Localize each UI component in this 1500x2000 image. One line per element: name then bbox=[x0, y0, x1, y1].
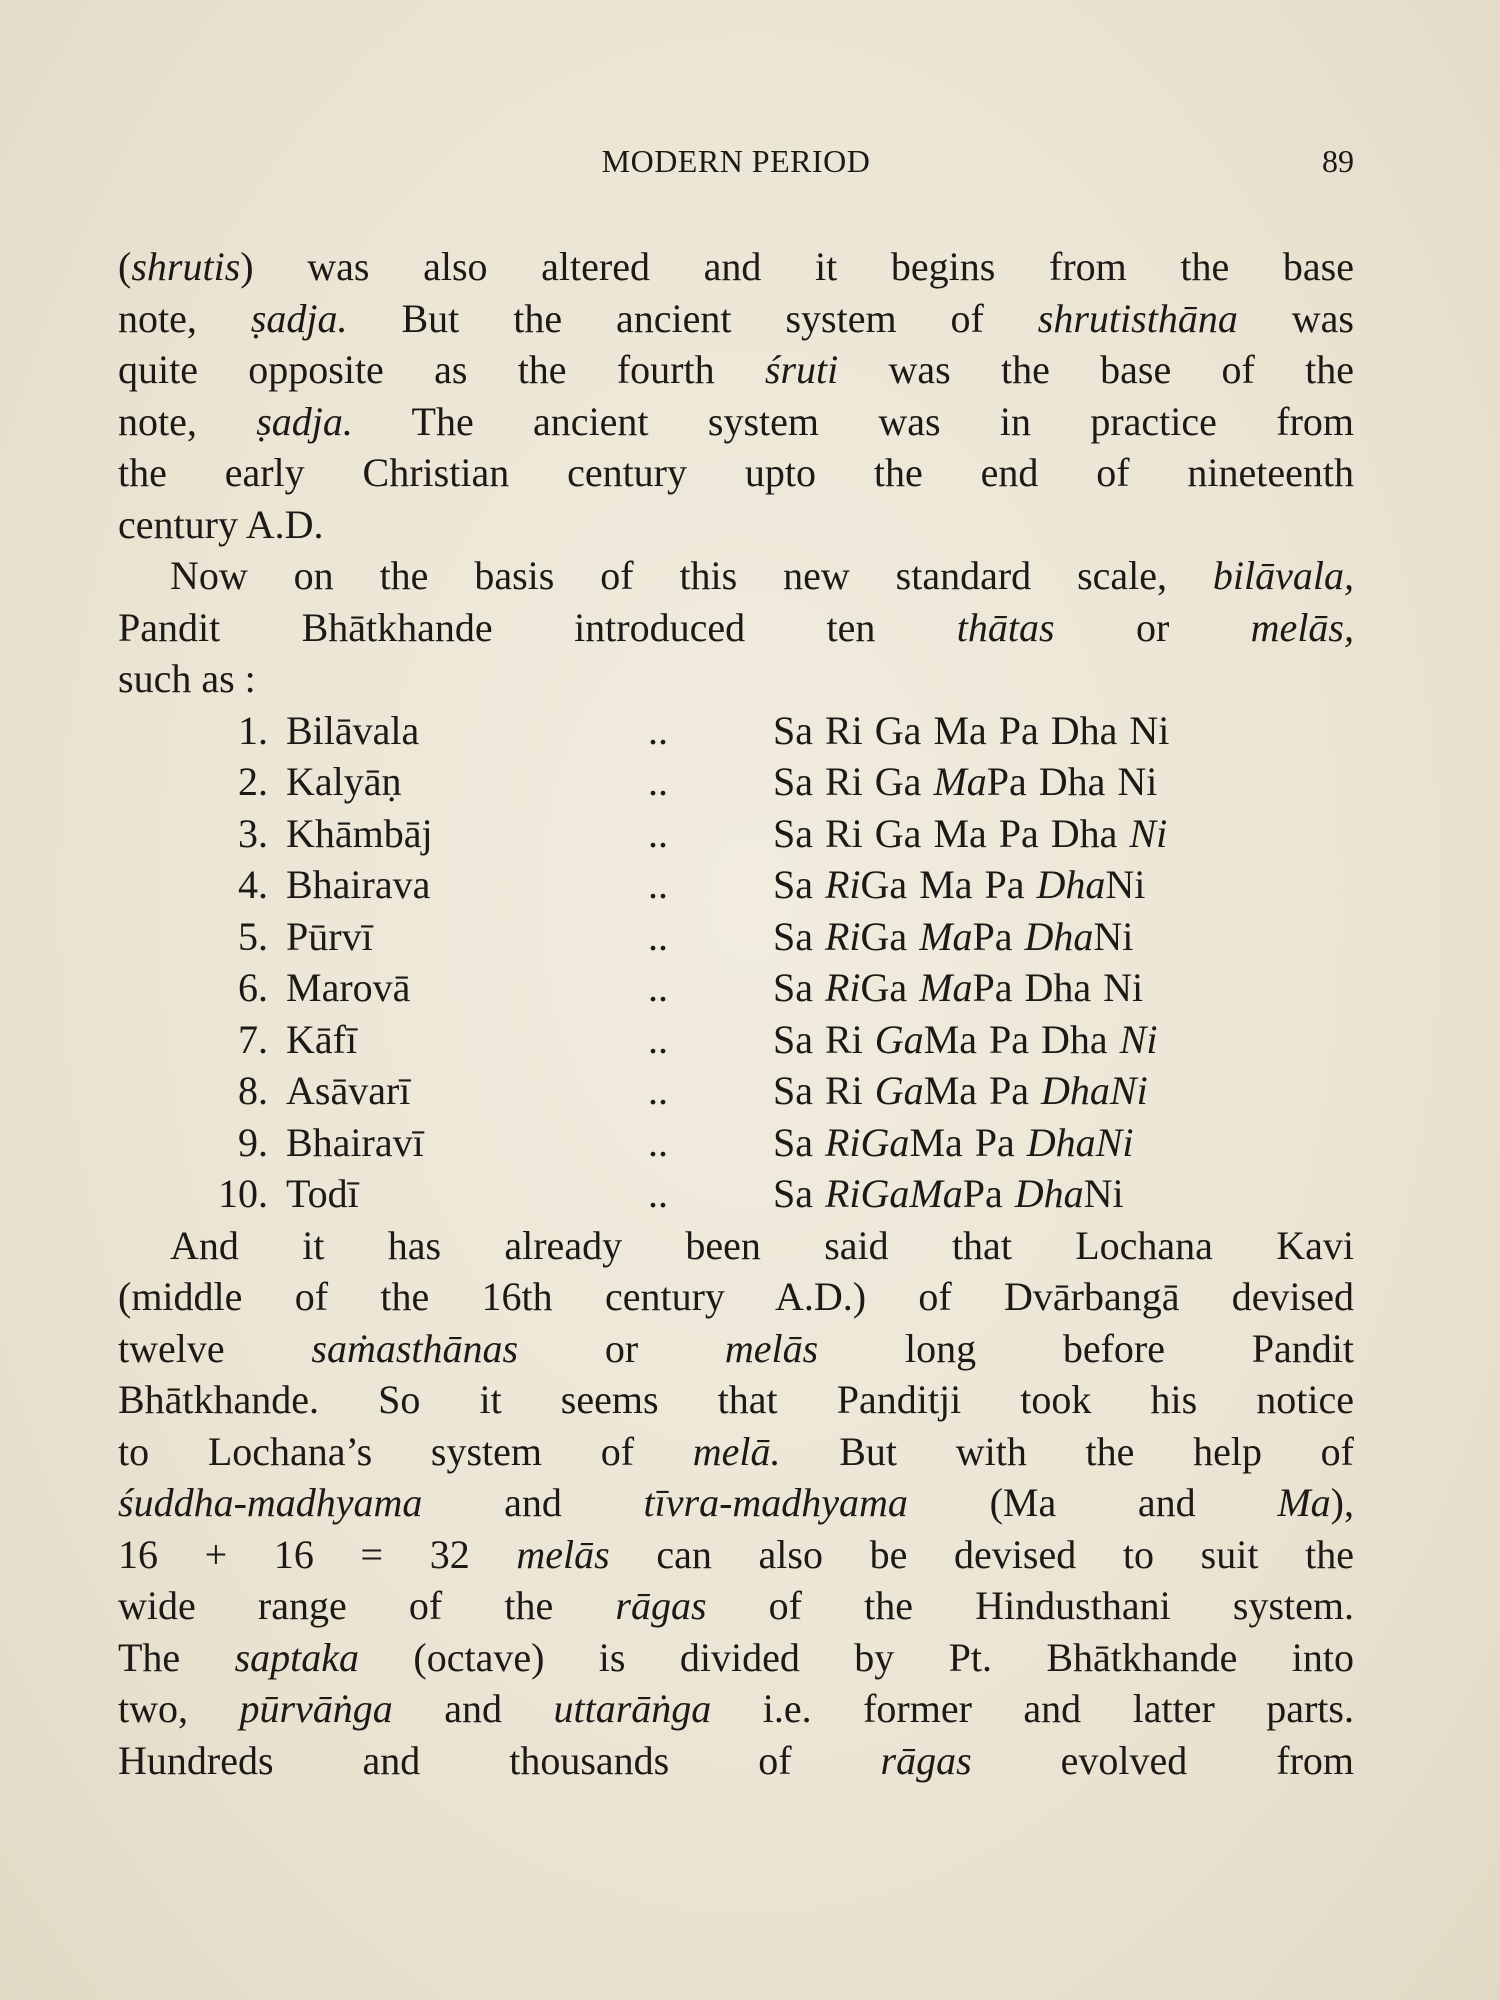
note: Pa bbox=[989, 1068, 1030, 1113]
list-item bbox=[118, 1117, 1354, 1169]
note: Ma bbox=[919, 913, 973, 959]
note: Dha bbox=[1036, 862, 1106, 907]
thata-name: Kāfī bbox=[286, 1016, 358, 1062]
note: Pa bbox=[962, 1171, 1003, 1216]
note: Ri bbox=[825, 1068, 863, 1113]
list-item-number: 3. bbox=[238, 810, 268, 856]
thata-name: Bilāvala bbox=[286, 707, 420, 753]
thata-list bbox=[118, 705, 1354, 1220]
note-scale bbox=[773, 1168, 1136, 1220]
note: Dha bbox=[1038, 759, 1106, 804]
list-item-number: 1. bbox=[238, 707, 268, 753]
paragraph-3-line-11: Hundreds and thousands of rāgas evolved from bbox=[118, 1737, 1355, 1783]
leader-dots: .. bbox=[648, 913, 668, 959]
list-item bbox=[118, 1168, 1354, 1220]
note: Sa bbox=[773, 1016, 813, 1062]
thata-name: Todī bbox=[286, 1171, 359, 1216]
running-title: MODERN PERIOD bbox=[601, 143, 871, 179]
note: Pa bbox=[998, 707, 1039, 753]
note: Sa bbox=[773, 1171, 813, 1216]
note: Ma bbox=[909, 1119, 963, 1165]
thata-name: Bhairavī bbox=[286, 1119, 424, 1165]
paragraph-3-line-8: wide range of the rāgas of the Hindusthani system. bbox=[118, 1583, 1354, 1628]
paragraph-3-line-7: 16 + 16 = 32 melās can also be devised to suit the bbox=[118, 1531, 1354, 1577]
paragraph-1-line-6: century A.D. bbox=[118, 501, 324, 547]
list-item-number: 2. bbox=[238, 759, 268, 804]
paragraph-1-line-1: (shrutis) was also altered and it begins from the base bbox=[118, 244, 1354, 289]
note: Ri bbox=[825, 810, 863, 856]
body-text bbox=[118, 241, 1354, 1786]
note: Dha bbox=[1024, 913, 1094, 959]
note: Ni bbox=[1095, 1119, 1134, 1165]
leader-dots: .. bbox=[648, 759, 668, 804]
note: Dha bbox=[1024, 965, 1092, 1010]
note: Pa bbox=[986, 759, 1027, 804]
note: Dha bbox=[1014, 1171, 1084, 1216]
note: Sa bbox=[773, 810, 813, 856]
paragraph-3-line-5: to Lochana’s system of melā. But with the help of bbox=[118, 1428, 1355, 1474]
note: Ni bbox=[1117, 759, 1158, 804]
note: Dha bbox=[1050, 810, 1118, 856]
note: Ma bbox=[933, 810, 987, 856]
note-scale bbox=[773, 1065, 1148, 1117]
list-item bbox=[118, 962, 1354, 1014]
note-scale bbox=[773, 705, 1181, 757]
page-header bbox=[118, 143, 1354, 187]
paragraph-1-line-5: the early Christian century upto the end of nineteenth bbox=[118, 450, 1354, 495]
list-item-number: 9. bbox=[238, 1119, 268, 1165]
note: Ni bbox=[1103, 965, 1144, 1010]
note: Ri bbox=[825, 759, 863, 804]
list-item-number: 5. bbox=[238, 913, 268, 959]
list-item bbox=[118, 808, 1354, 860]
paragraph-3-line-6: śuddha-madhyama and tīvra-madhyama (Ma and Ma), bbox=[118, 1480, 1354, 1525]
note: Pa bbox=[972, 965, 1013, 1010]
list-item-number: 10. bbox=[218, 1171, 268, 1216]
note: Ga bbox=[860, 862, 908, 907]
list-item-number: 7. bbox=[238, 1016, 268, 1062]
thata-name: Khāmbāj bbox=[286, 810, 433, 856]
note: Ga bbox=[874, 707, 922, 753]
note: Ni bbox=[1083, 1171, 1124, 1216]
note-scale bbox=[773, 756, 1169, 808]
note-scale bbox=[773, 808, 1167, 860]
note-scale bbox=[773, 1117, 1133, 1169]
note: Sa bbox=[773, 862, 813, 907]
note: Ri bbox=[825, 1171, 861, 1216]
note: Ga bbox=[860, 913, 908, 959]
paragraph-2-line-1: Now on the basis of this new standard scale, bilāvala, bbox=[170, 553, 1354, 598]
leader-dots: .. bbox=[648, 1119, 668, 1165]
list-item bbox=[118, 859, 1354, 911]
note: Ga bbox=[860, 1171, 910, 1216]
note: Ma bbox=[933, 707, 987, 753]
paragraph-1-line-2: note, ṣadja. But the ancient system of shrutisthāna was bbox=[118, 295, 1354, 341]
thata-name: Marovā bbox=[286, 965, 411, 1010]
list-item bbox=[118, 911, 1354, 963]
note: Dha bbox=[1050, 707, 1118, 753]
note: Ni bbox=[1109, 1068, 1148, 1113]
paragraph-1-line-4: note, ṣadja. The ancient system was in practice from bbox=[118, 398, 1355, 444]
list-item-number: 8. bbox=[238, 1068, 268, 1113]
note: Ri bbox=[825, 965, 861, 1010]
note: Ri bbox=[825, 1119, 861, 1165]
note: Ni bbox=[1119, 1016, 1158, 1062]
note: Ni bbox=[1129, 707, 1170, 753]
note-scale bbox=[773, 962, 1155, 1014]
note: Ma bbox=[923, 1016, 978, 1062]
thata-name: Asāvarī bbox=[286, 1068, 411, 1113]
note: Ni bbox=[1105, 862, 1146, 907]
note: Pa bbox=[998, 810, 1039, 856]
leader-dots: .. bbox=[648, 810, 668, 856]
note: Ri bbox=[825, 1016, 863, 1062]
note: Dha bbox=[1041, 1068, 1110, 1113]
note: Sa bbox=[773, 965, 813, 1010]
paragraph-3-line-9: The saptaka (octave) is divided by Pt. Bhātkhande into bbox=[118, 1634, 1354, 1680]
thata-name: Bhairava bbox=[286, 862, 431, 907]
leader-dots: .. bbox=[648, 707, 668, 753]
paragraph-3-line-2: (middle of the 16th century A.D.) of Dvārbangā devised bbox=[118, 1274, 1354, 1319]
paragraph-3-line-1: And it has already been said that Lochana Kavi bbox=[170, 1222, 1354, 1268]
note-scale bbox=[773, 1014, 1157, 1066]
paragraph-1-line-3: quite opposite as the fourth śruti was the base of the bbox=[118, 347, 1354, 392]
note-scale bbox=[773, 911, 1145, 963]
note: Ma bbox=[909, 1171, 963, 1216]
note: Ga bbox=[874, 1068, 924, 1113]
note: Dha bbox=[1041, 1016, 1108, 1062]
note: Ga bbox=[860, 1119, 910, 1165]
list-item-number: 4. bbox=[238, 862, 268, 907]
note-scale bbox=[773, 859, 1157, 911]
note: Ni bbox=[1093, 913, 1134, 959]
list-item bbox=[118, 705, 1354, 757]
list-item-number: 6. bbox=[238, 965, 268, 1010]
list-item bbox=[118, 1065, 1354, 1117]
list-item bbox=[118, 1014, 1354, 1066]
note: Sa bbox=[773, 1119, 813, 1165]
note: Pa bbox=[989, 1016, 1030, 1062]
note: Ga bbox=[874, 810, 922, 856]
note: Pa bbox=[974, 1119, 1015, 1165]
leader-dots: .. bbox=[648, 1171, 668, 1216]
note: Sa bbox=[773, 1068, 813, 1113]
leader-dots: .. bbox=[648, 1068, 668, 1113]
note: Ma bbox=[919, 862, 973, 907]
note: Sa bbox=[773, 913, 813, 959]
page-number: 89 bbox=[1322, 143, 1354, 179]
paragraph-3-line-10: two, pūrvāṅga and uttarāṅga i.e. former and latter parts. bbox=[118, 1686, 1354, 1731]
thata-name: Kalyāṇ bbox=[286, 759, 402, 804]
note: Ri bbox=[825, 707, 863, 753]
note: Ma bbox=[933, 759, 987, 804]
leader-dots: .. bbox=[648, 965, 668, 1010]
note: Ri bbox=[825, 862, 861, 907]
list-item bbox=[118, 756, 1354, 808]
note: Sa bbox=[773, 759, 813, 804]
note: Pa bbox=[972, 913, 1013, 959]
paragraph-2-line-3: such as : bbox=[118, 656, 256, 701]
note: Pa bbox=[984, 862, 1025, 907]
leader-dots: .. bbox=[648, 1016, 668, 1062]
note: Ga bbox=[860, 965, 908, 1010]
note: Ri bbox=[825, 913, 861, 959]
paragraph-3-line-4: Bhātkhande. So it seems that Panditji took his notice bbox=[118, 1377, 1354, 1422]
note: Dha bbox=[1026, 1119, 1096, 1165]
note: Ga bbox=[874, 1016, 924, 1062]
note: Ni bbox=[1129, 810, 1168, 856]
paragraph-2-line-2: Pandit Bhātkhande introduced ten thātas or melās, bbox=[118, 604, 1354, 650]
thata-name: Pūrvī bbox=[286, 913, 373, 959]
note: Sa bbox=[773, 707, 813, 753]
note: Ma bbox=[923, 1068, 978, 1113]
leader-dots: .. bbox=[648, 862, 668, 907]
note: Ma bbox=[919, 965, 973, 1010]
paragraph-3-line-3: twelve saṁasthānas or melās long before Pandit bbox=[118, 1325, 1354, 1371]
note: Ga bbox=[874, 759, 922, 804]
